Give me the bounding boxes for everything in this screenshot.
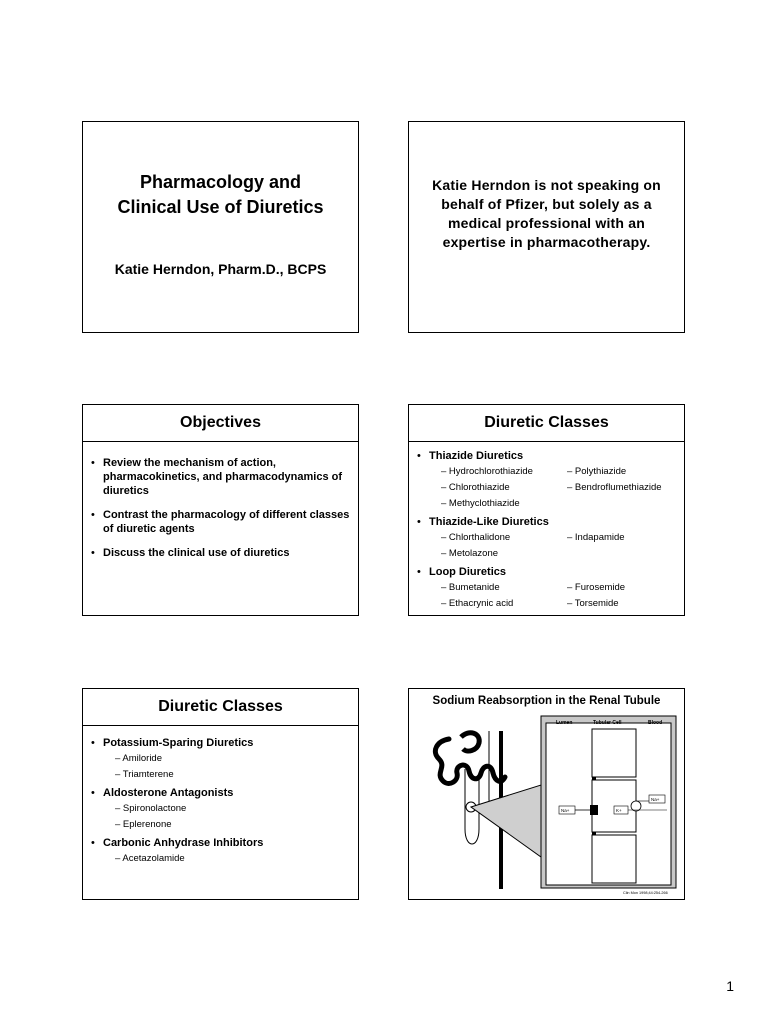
citation: Clin Mon 1998;44:254-266 [623, 891, 668, 895]
drug-grid [441, 530, 676, 562]
disclaimer-line-3: medical professional with an [448, 215, 645, 231]
slide-heading: Sodium Reabsorption in the Renal Tubule [432, 695, 661, 707]
blood-label: Blood [648, 720, 663, 726]
group-heading: Aldosterone Antagonists [103, 787, 234, 799]
list-item [417, 565, 676, 612]
slide-diuretic-classes-1 [408, 404, 685, 616]
list-item [417, 449, 676, 512]
page-number: 1 [726, 978, 734, 994]
drug-list [115, 851, 350, 867]
disclaimer-text [417, 176, 676, 252]
group-heading: Thiazide Diuretics [429, 450, 524, 462]
drug-item: – Hydrochlorothiazide [441, 466, 533, 477]
slide-title-heading [83, 170, 358, 220]
disclaimer-line-2: behalf of Pfizer, but solely as a [441, 196, 652, 212]
nephron-diagram [409, 689, 684, 899]
drug-item: – Bumetanide [441, 582, 500, 593]
slide-title [82, 121, 359, 333]
list-item: • Review the mechanism of action, pharmacokinetics, and pharmacodynamics of diuretics [91, 456, 350, 498]
list-item [417, 515, 676, 562]
slide-objectives [82, 404, 359, 616]
slide-sodium-reabsorption [408, 688, 685, 900]
slide-heading: Diuretic Classes [83, 689, 358, 726]
drug-item: – Triamterene [115, 769, 174, 780]
title-line-2: Clinical Use of Diuretics [117, 197, 324, 217]
tight-junction [592, 777, 596, 780]
list-item: • Discuss the clinical use of diuretics [91, 546, 350, 560]
author: Katie Herndon, Pharm.D., BCPS [114, 261, 327, 277]
tubular-cell-label: Tubular Cell [593, 720, 622, 726]
pump-icon [631, 801, 641, 811]
tubular-cell-bottom [592, 835, 636, 883]
drug-item: – Torsemide [567, 598, 619, 609]
drug-item: – Polythiazide [567, 466, 627, 477]
disclaimer-line-1: Katie Herndon is not speaking on [432, 177, 661, 193]
title-line-1: Pharmacology and [139, 172, 302, 192]
drug-item: – Acetazolamide [115, 853, 185, 864]
group-heading: Loop Diuretics [429, 566, 507, 578]
group-heading: Carbonic Anhydrase Inhibitors [103, 837, 264, 849]
list-item [91, 786, 350, 833]
disclaimer-line-4: expertise in pharmacotherapy. [442, 234, 651, 250]
tubular-cell-top [592, 729, 636, 777]
drug-list [115, 751, 350, 783]
drug-item: – Bendroflumethiazide [567, 482, 662, 493]
class-list [91, 736, 350, 867]
drug-item: – Indapamide [567, 532, 625, 543]
drug-grid [441, 464, 676, 512]
zoom-callout [471, 785, 541, 857]
drug-item: – Ethacrynic acid [441, 598, 514, 609]
list-item: • Contrast the pharmacology of different classes of diuretic agents [91, 508, 350, 536]
class-list [417, 449, 676, 612]
objectives-list [91, 456, 350, 560]
drug-item: – Chlorothiazide [441, 482, 510, 493]
list-item [91, 836, 350, 867]
drug-grid [441, 580, 676, 612]
drug-list [115, 801, 350, 833]
drug-item: – Eplerenone [115, 819, 172, 830]
list-item [91, 736, 350, 783]
slide-disclaimer [408, 121, 685, 333]
drug-item: – Chlorthalidone [441, 532, 511, 543]
group-heading: Potassium-Sparing Diuretics [103, 737, 254, 749]
drug-item: – Amiloride [115, 753, 162, 764]
slide-diuretic-classes-2 [82, 688, 359, 900]
group-heading: Thiazide-Like Diuretics [429, 516, 549, 528]
drug-item: – Furosemide [567, 582, 626, 593]
na-left-label: Na+ [561, 808, 570, 813]
tight-junction [592, 832, 596, 835]
slide-heading: Diuretic Classes [409, 405, 684, 442]
k-label: K+ [616, 808, 622, 813]
lumen-label: Lumen [556, 720, 573, 726]
channel-block [590, 805, 598, 815]
drug-item: – Methyclothiazide [441, 498, 520, 509]
drug-item: – Metolazone [441, 548, 499, 559]
slide-heading: Objectives [83, 405, 358, 442]
drug-item: – Spironolactone [115, 803, 187, 814]
na-right-label: Na+ [651, 797, 660, 802]
